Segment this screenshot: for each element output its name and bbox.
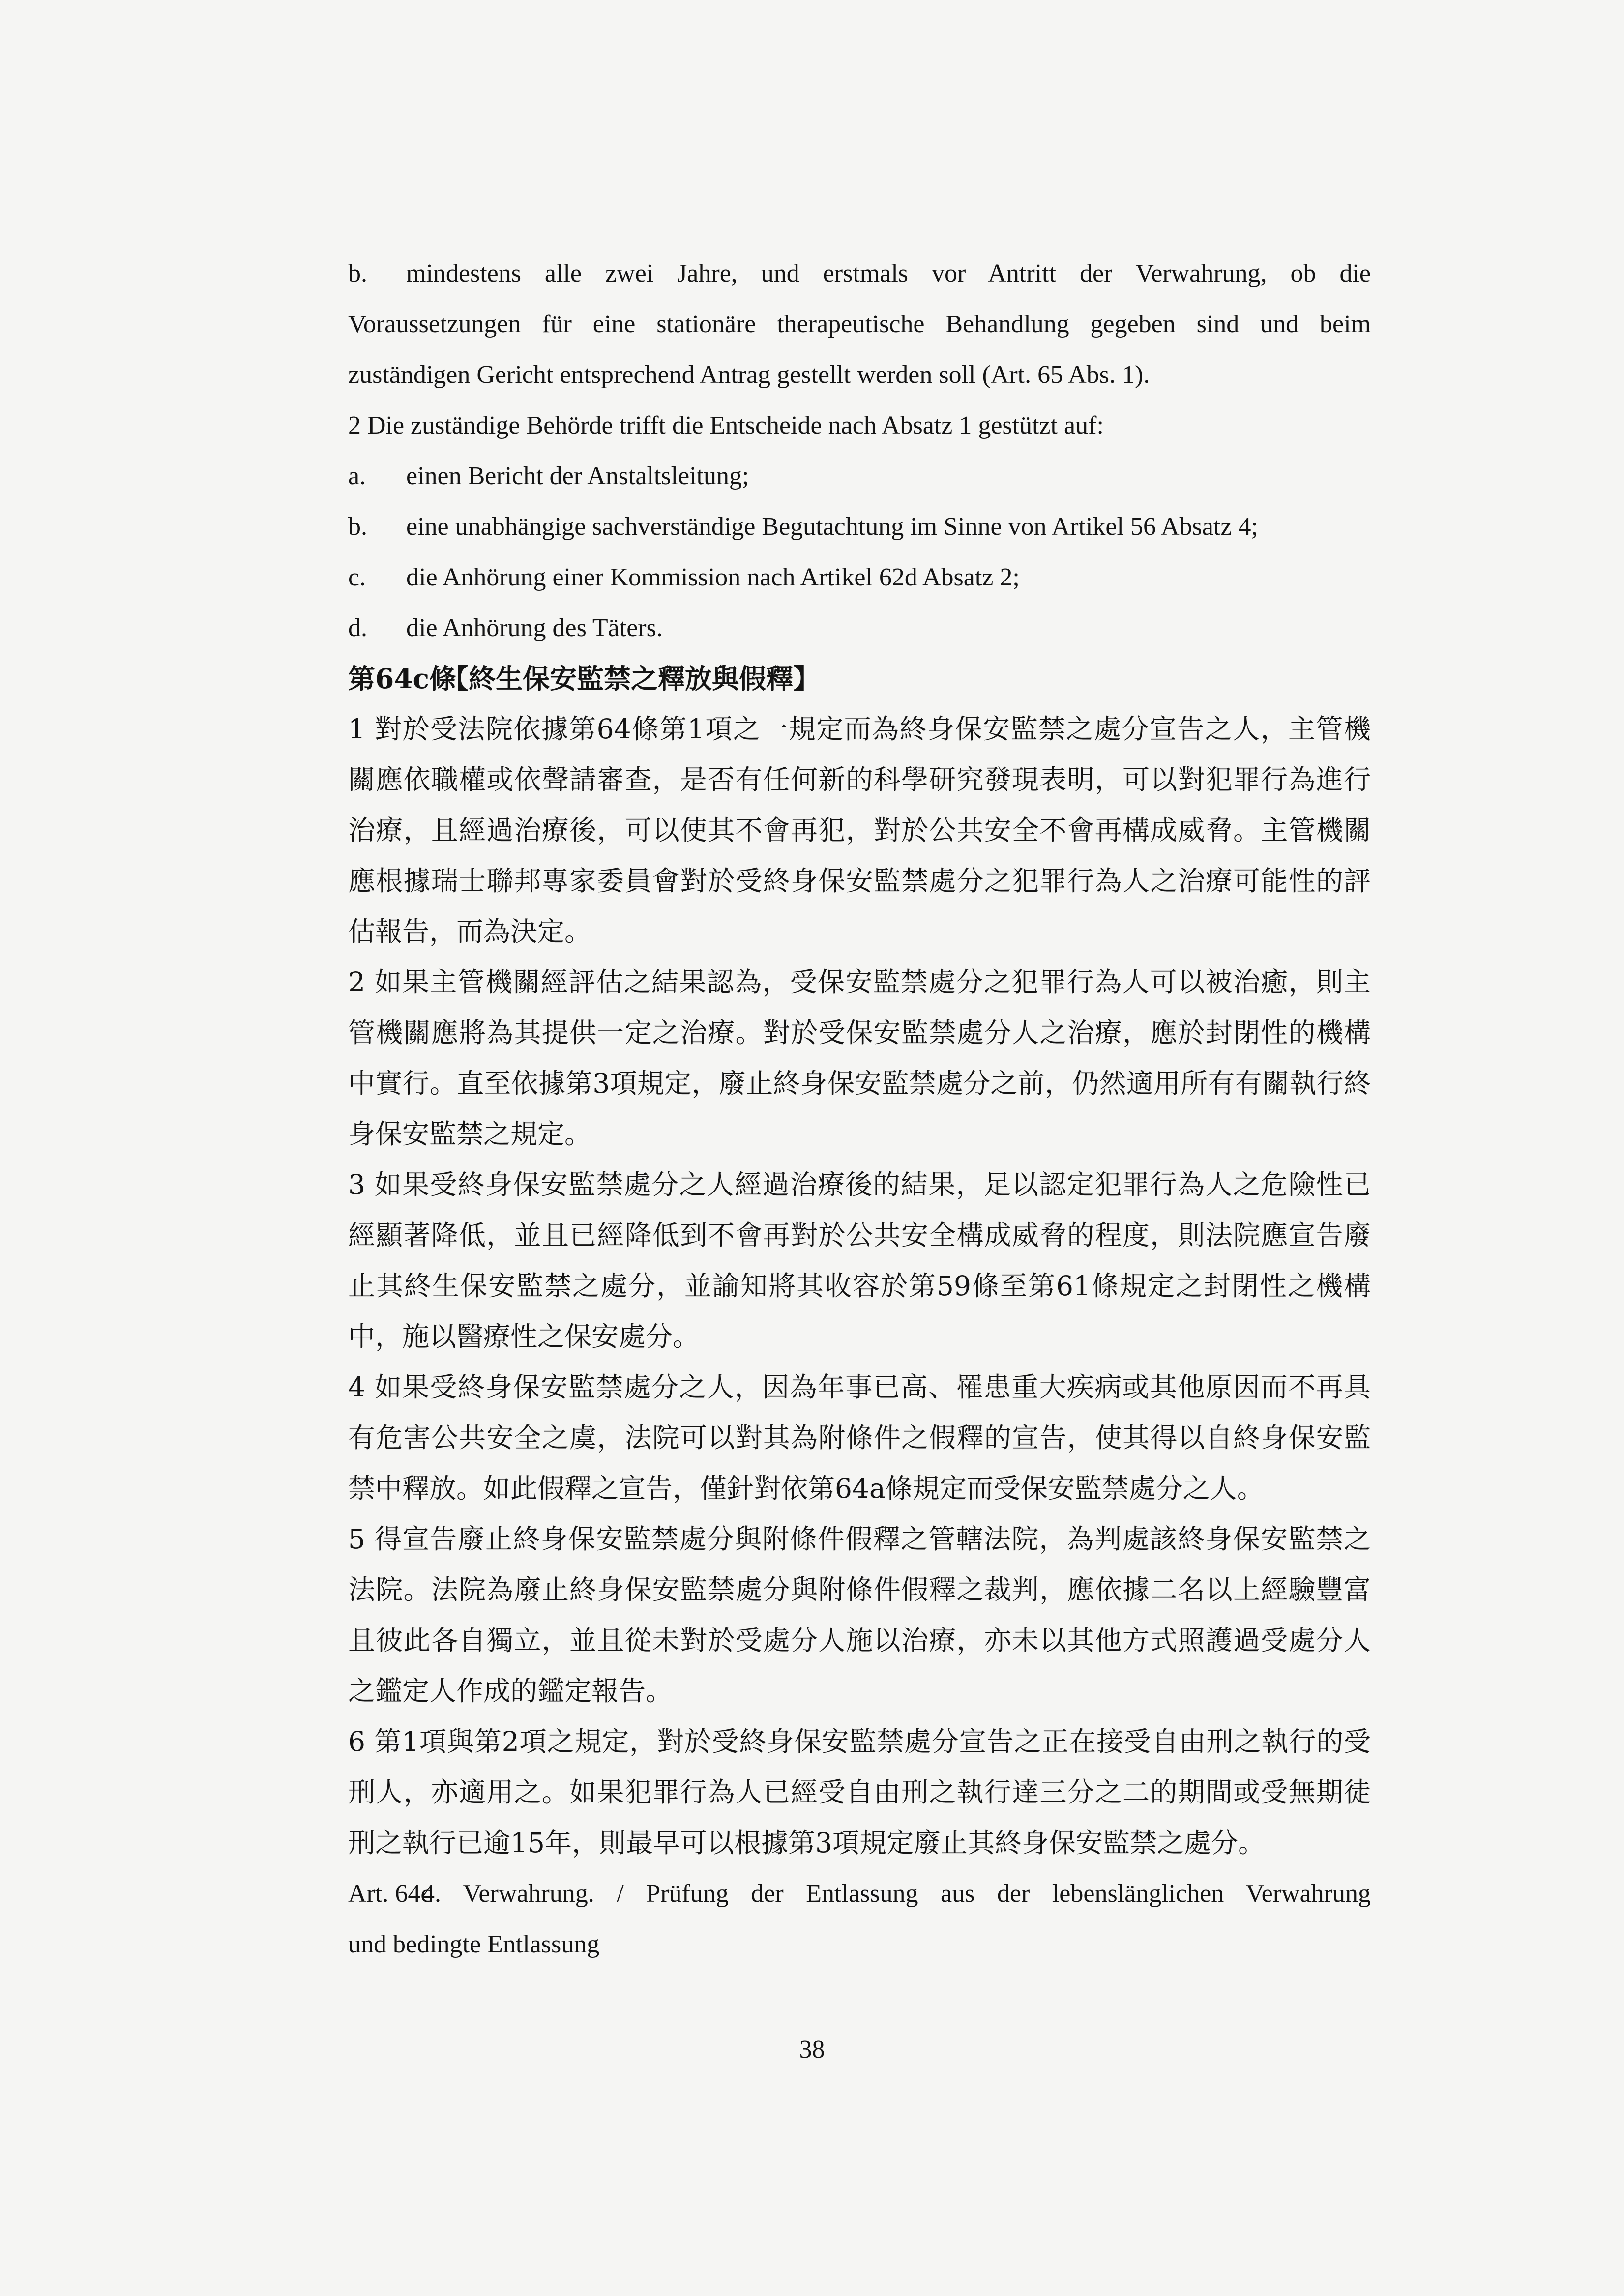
item-text: einen Bericht der Anstaltsleitung; [406, 462, 749, 490]
chinese-paragraph-5: 5 得宣告廢止終身保安監禁處分與附條件假釋之管轄法院，為判處該終身保安監禁之法院。法院為廢止終身保安監禁處分與附條件假釋之裁判，應依據二名以上經驗豐富且彼此各自獨立，並且從未對於受處分人施以治療，亦未以其他方式照護過受處分人之鑑定人作成的鑑定報告。 [348, 1523, 1371, 1707]
chinese-article-heading [348, 653, 1371, 704]
paragraph-text: 2 Die zuständige Behörde trifft die Entscheide nach Absatz 1 gestützt auf: [348, 411, 1104, 439]
article-title-line: und bedingte Entlassung [348, 1930, 600, 1958]
chinese-paragraph-6: 6 第1項與第2項之規定，對於受終身保安監禁處分宣告之正在接受自由刑之執行的受刑人，亦適用之。如果犯罪行為人已經受自由刑之執行達三分之二的期間或受無期徒刑之執行已逾15年，則最早可以根據第3項規定廢止其終身保安監禁之處分。 [348, 1726, 1371, 1859]
german-list-item [348, 552, 1371, 603]
article-title-line: 4. Verwahrung. / Prüfung der Entlassung aus der lebenslänglichen Verwahrung [422, 1880, 1371, 1908]
article-title: 【終生保安監禁之釋放與假釋】 [442, 663, 821, 695]
page-number: 38 [799, 2035, 825, 2063]
item-text: eine unabhängige sachverständige Begutachtung im Sinne von Artikel 56 Absatz 4; [406, 513, 1258, 541]
item-text: die Anhörung einer Kommission nach Artikel 62d Absatz 2; [406, 563, 1020, 591]
german-item-b-block [348, 248, 1371, 400]
german-list-item [348, 451, 1371, 501]
page-content [348, 248, 1371, 1970]
german-list-item [348, 501, 1371, 552]
item-text-line: mindestens alle zwei Jahre, und erstmals vor Antritt der Verwahrung, ob die [406, 260, 1371, 288]
item-marker: b. [348, 513, 367, 541]
item-marker: d. [348, 614, 367, 642]
chinese-paragraph-4: 4 如果受終身保安監禁處分之人，因為年事已高、罹患重大疾病或其他原因而不再具有危害公共安全之虞，法院可以對其為附條件之假釋的宣告，使其得以自終身保安監禁中釋放。如此假釋之宣告，僅針對依第64a條規定而受保安監禁處分之人。 [348, 1371, 1371, 1504]
german-list-item [348, 603, 1371, 653]
article-number: Art. 64c [348, 1880, 432, 1908]
chinese-paragraph-3: 3 如果受終身保安監禁處分之人經過治療後的結果，足以認定犯罪行為人之危險性已經顯著降低，並且已經降低到不會再對於公共安全構成威脅的程度，則法院應宣告廢止其終生保安監禁之處分，並諭知將其收容於第59條至第61條規定之封閉性之機構中，施以醫療性之保安處分。 [348, 1169, 1371, 1352]
item-text-line: Voraussetzungen für eine stationäre therapeutische Behandlung gegeben sind und beim [348, 310, 1371, 338]
item-text-line: zuständigen Gericht entsprechend Antrag gestellt werden soll (Art. 65 Abs. 1). [348, 361, 1150, 389]
german-article-title-row [348, 1868, 1371, 1919]
item-marker: c. [348, 563, 366, 591]
chinese-paragraph-2: 2 如果主管機關經評估之結果認為，受保安監禁處分之犯罪行為人可以被治癒，則主管機關應將為其提供一定之治療。對於受保安監禁處分人之治療，應於封閉性的機構中實行。直至依據第3項規定，廢止終身保安監禁處分之前，仍然適用所有有關執行終身保安監禁之規定。 [348, 966, 1371, 1150]
item-marker: b. [348, 260, 367, 288]
german-article-heading [348, 1868, 1371, 1970]
german-paragraph-2 [348, 400, 1371, 653]
item-text: die Anhörung des Täters. [406, 614, 663, 642]
article-number: 第64c條 [348, 663, 457, 695]
item-marker: a. [348, 462, 366, 490]
german-list-item [348, 248, 1371, 299]
chinese-paragraph-1: 1 對於受法院依據第64條第1項之一規定而為終身保安監禁之處分宣告之人，主管機關應依職權或依聲請審查，是否有任何新的科學研究發現表明，可以對犯罪行為進行治療，且經過治療後，可以使其不會再犯，對於公共安全不會再構成威脅。主管機關應根據瑞士聯邦專家委員會對於受終身保安監禁處分之犯罪行為人之治療可能性的評估報告，而為決定。 [348, 713, 1371, 947]
